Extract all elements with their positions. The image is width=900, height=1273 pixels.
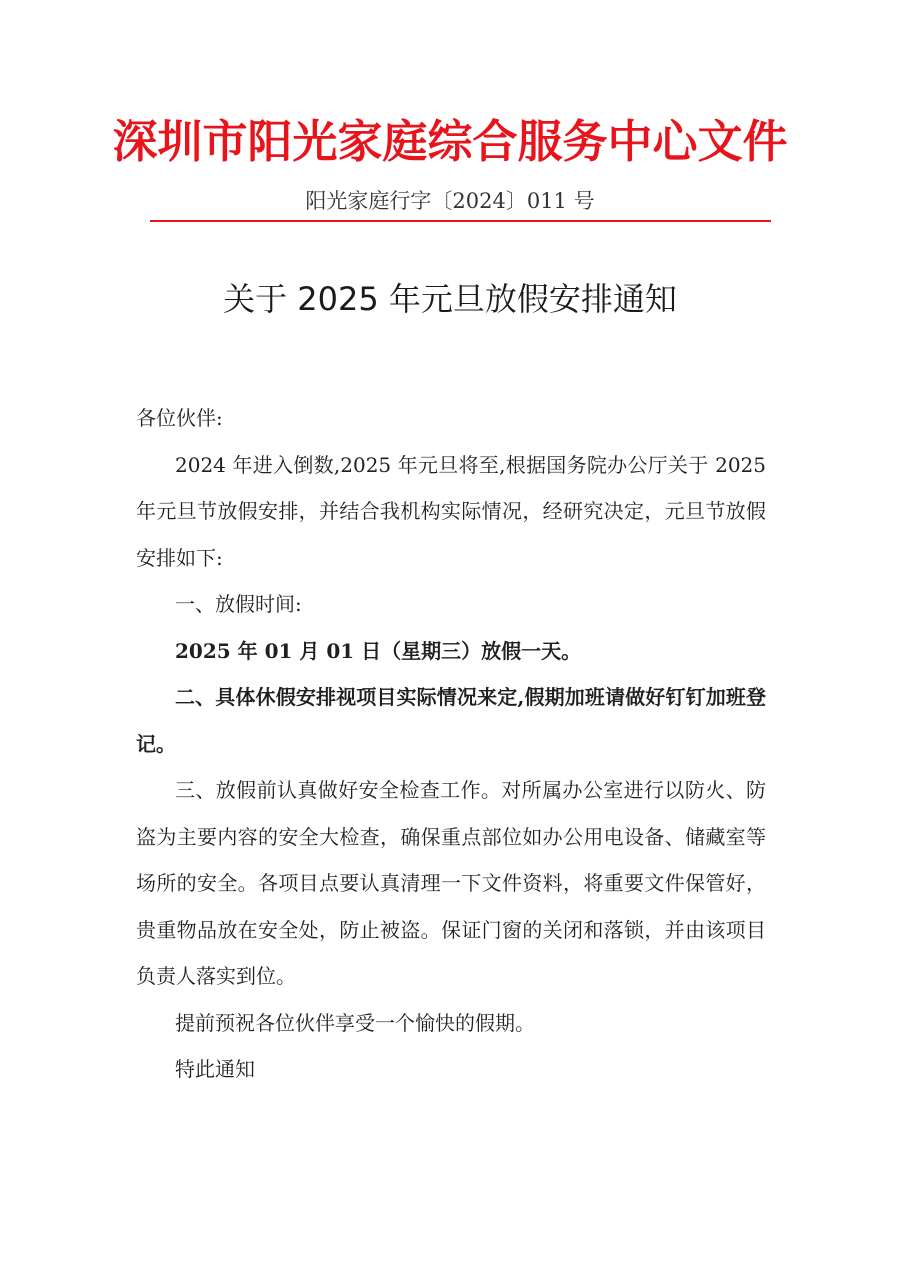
item1-heading: 一、放假时间: xyxy=(175,592,302,616)
item1-detail: 2025 年 01 月 01 日（星期三）放假一天。 xyxy=(175,638,582,663)
intro-paragraph: 2024 年进入倒数,2025 年元旦将至,根据国务院办公厅关于 2025 年元旦节放假安排，并结合我机构实际情况，经研究决定，元旦节放假安排如下: xyxy=(136,452,766,570)
salutation: 各位伙伴: xyxy=(136,406,223,430)
item2-paragraph: 二、具体休假安排视项目实际情况来定,假期加班请做好钉钉加班登记。 xyxy=(136,685,766,756)
org-document-header: 深圳市阳光家庭综合服务中心文件 xyxy=(112,115,788,168)
notice-title: 关于 2025 年元旦放假安排通知 xyxy=(223,280,677,318)
document-number: 阳光家庭行字〔2024〕011 号 xyxy=(305,189,595,213)
closing-line: 特此通知 xyxy=(175,1057,255,1081)
wishes-paragraph: 提前预祝各位伙伴享受一个愉快的假期。 xyxy=(175,1010,535,1035)
item3-paragraph: 三、放假前认真做好安全检查工作。对所属办公室进行以防火、防盗为主要内容的安全大检查，确保重点部位如办公用电设备、储藏室等场所的安全。各项目点要认真清理一下文件资料，将重要文件保管好，贵重物品放在安全处，防止被盗。保证门窗的关闭和落锁，并由该项目负责人落实到位。 xyxy=(136,778,766,988)
red-divider-line xyxy=(150,220,771,222)
notice-body xyxy=(136,395,766,1093)
